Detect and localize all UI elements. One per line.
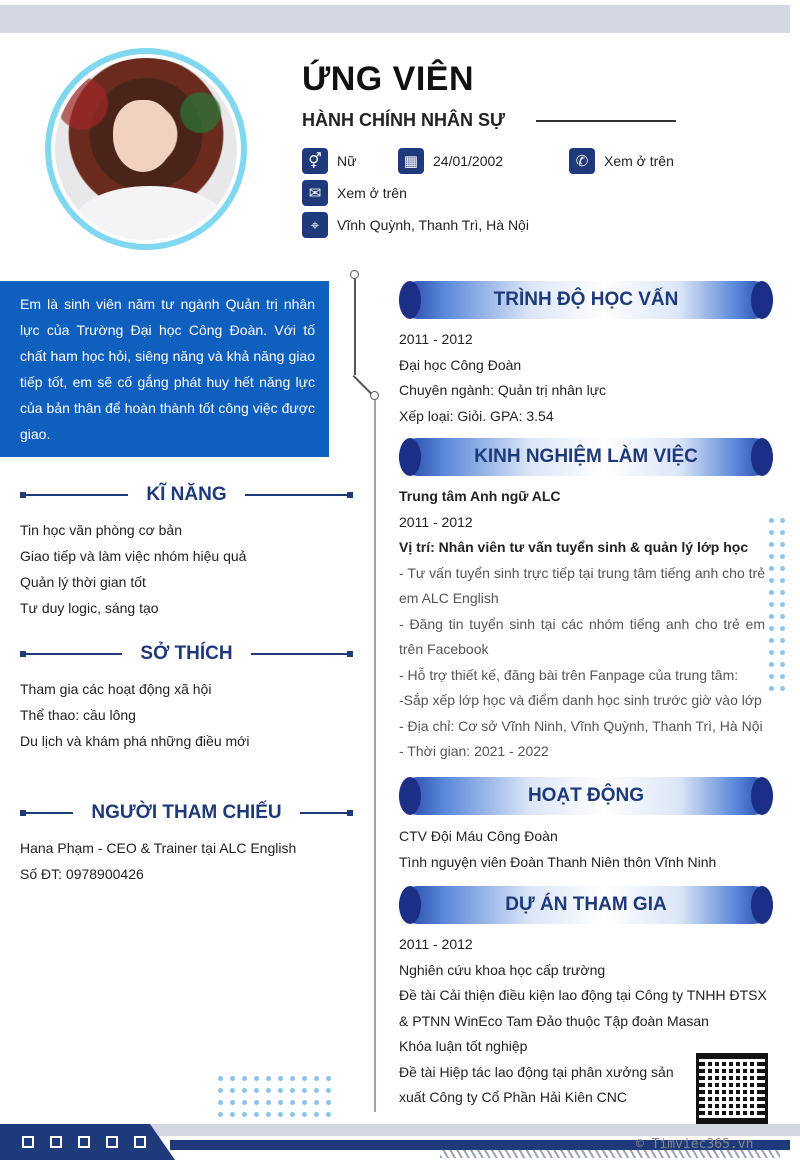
list-item: CTV Đội Máu Công Đoàn <box>399 828 558 844</box>
list-item: -Sắp xếp lớp học và điểm danh học sinh trước giờ vào lớp <box>399 692 762 708</box>
list-item: Đề tài Hiệp tác lao động tại phân xưởng sản xuất Công ty Cổ Phần Hải Kiên CNC <box>399 1063 674 1105</box>
hobbies-heading <box>20 642 353 666</box>
references-heading <box>20 801 353 825</box>
timeline-line <box>374 400 376 1112</box>
timeline-dot <box>370 391 379 400</box>
activities-heading <box>399 777 773 815</box>
hobbies-title: SỞ THÍCH <box>140 643 233 664</box>
list-item: - Tư vấn tuyển sinh trực tiếp tại trung tâm tiếng anh cho trẻ em ALC English <box>399 564 765 606</box>
projects-heading <box>399 886 773 924</box>
address-info <box>302 212 529 238</box>
education-major: Chuyên ngành: Quản trị nhân lực <box>399 382 607 398</box>
list-item: Hana Phạm - CEO & Trainer tại ALC English <box>20 840 297 856</box>
summary-box: Em là sinh viên năm tư ngành Quản trị nhân lực của Trường Đại học Công Đoàn. Với tố chất ham học hỏi, siêng năng và khả năng giao tiếp tốt, em sẽ cố gắng phát huy hết năng lực của bản thân để hoàn thành tốt công việc được giao. <box>0 281 329 457</box>
list-item: Tư duy logic, sáng tạo <box>20 600 159 616</box>
references-title: NGƯỜI THAM CHIẾU <box>91 802 282 823</box>
phone-value: Xem ở trên <box>604 153 674 169</box>
list-item: Khóa luận tốt nghiệp <box>399 1038 528 1054</box>
experience-period: 2011 - 2012 <box>399 513 473 530</box>
envelope-icon: ✉ <box>302 180 328 206</box>
footer-square <box>78 1136 90 1148</box>
gender-info <box>302 148 356 174</box>
location-pin-icon: ⌖ <box>302 212 328 238</box>
list-item: - Đăng tin tuyển sinh tại các nhóm tiếng anh cho trẻ em trên Facebook <box>399 615 765 657</box>
candidate-name: ỨNG VIÊN <box>302 60 475 98</box>
footer-bar <box>150 1124 800 1136</box>
candidate-position: HÀNH CHÍNH NHÂN SỰ <box>302 110 505 130</box>
references-list <box>20 835 296 887</box>
top-decor-bar <box>0 5 790 33</box>
activities-body <box>399 824 769 875</box>
footer-square <box>22 1136 34 1148</box>
email-info <box>302 180 407 206</box>
footer-square <box>134 1136 146 1148</box>
cake-icon: ▦ <box>398 148 424 174</box>
avatar <box>45 48 247 250</box>
decor-dots-bottom <box>218 1076 331 1117</box>
birthday-info <box>398 148 503 174</box>
list-item: Du lịch và khám phá những điều mới <box>20 733 250 749</box>
position-divider <box>536 120 676 122</box>
projects-title: DỰ ÁN THAM GIA <box>505 894 667 915</box>
experience-company: Trung tâm Anh ngữ ALC <box>399 488 561 504</box>
qr-code <box>696 1053 768 1125</box>
list-item: Tin học văn phòng cơ bản <box>20 522 182 538</box>
projects-period: 2011 - 2012 <box>399 936 473 952</box>
education-heading <box>399 281 773 319</box>
hobbies-list <box>20 676 249 754</box>
experience-title: KINH NGHIỆM LÀM VIỆC <box>474 446 698 467</box>
address-value: Vĩnh Quỳnh, Thanh Trì, Hà Nội <box>337 217 529 233</box>
gender-value: Nữ <box>337 153 357 169</box>
list-item: Đề tài Cải thiện điều kiện lao động tại Công ty TNHH ĐTSX & PTNN WinEco Tam Đảo thuộc Tập đoàn Masan <box>399 987 767 1029</box>
watermark: © Timviec365.vn <box>636 1137 754 1152</box>
skills-heading <box>20 483 353 507</box>
experience-role: Vị trí: Nhân viên tư vấn tuyển sinh & quản lý lớp học <box>399 539 749 555</box>
experience-heading <box>399 438 773 476</box>
phone-icon: ✆ <box>569 148 595 174</box>
list-item: - Địa chỉ: Cơ sở Vĩnh Ninh, Vĩnh Quỳnh, Thanh Trì, Hà Nội <box>399 717 763 734</box>
timeline-segment <box>354 279 356 375</box>
list-item: Tham gia các hoạt động xã hội <box>20 681 212 697</box>
birthday-value: 24/01/2002 <box>433 153 504 169</box>
gender-icon: ⚥ <box>302 148 328 174</box>
education-title: TRÌNH ĐỘ HỌC VẤN <box>493 289 679 310</box>
list-item: Nghiên cứu khoa học cấp trường <box>399 961 606 978</box>
decor-dots-right <box>769 518 785 691</box>
education-school: Đại học Công Đoàn <box>399 356 522 373</box>
skills-title: KĨ NĂNG <box>146 484 227 505</box>
list-item: Tình nguyện viên Đoàn Thanh Niên thôn Vĩnh Ninh <box>399 853 717 870</box>
skills-list <box>20 517 246 621</box>
email-value: Xem ở trên <box>337 185 407 201</box>
list-item: - Thời gian: 2021 - 2022 <box>399 743 549 759</box>
list-item: Số ĐT: 0978900426 <box>20 866 144 882</box>
footer-square <box>106 1136 118 1148</box>
education-period: 2011 - 2012 <box>399 331 473 347</box>
education-body <box>399 327 769 429</box>
activities-title: HOẠT ĐỘNG <box>527 785 645 806</box>
phone-info <box>569 148 674 174</box>
footer-square <box>50 1136 62 1148</box>
experience-body <box>399 484 765 765</box>
timeline-dot-top <box>350 270 359 279</box>
education-grade: Xếp loại: Giỏi. GPA: 3.54 <box>399 407 554 424</box>
list-item: Giao tiếp và làm việc nhóm hiệu quả <box>20 548 247 564</box>
list-item: - Hỗ trợ thiết kế, đăng bài trên Fanpage của trung tâm: <box>399 666 739 683</box>
list-item: Thể thao: cầu lông <box>20 707 136 723</box>
list-item: Quản lý thời gian tốt <box>20 574 146 590</box>
